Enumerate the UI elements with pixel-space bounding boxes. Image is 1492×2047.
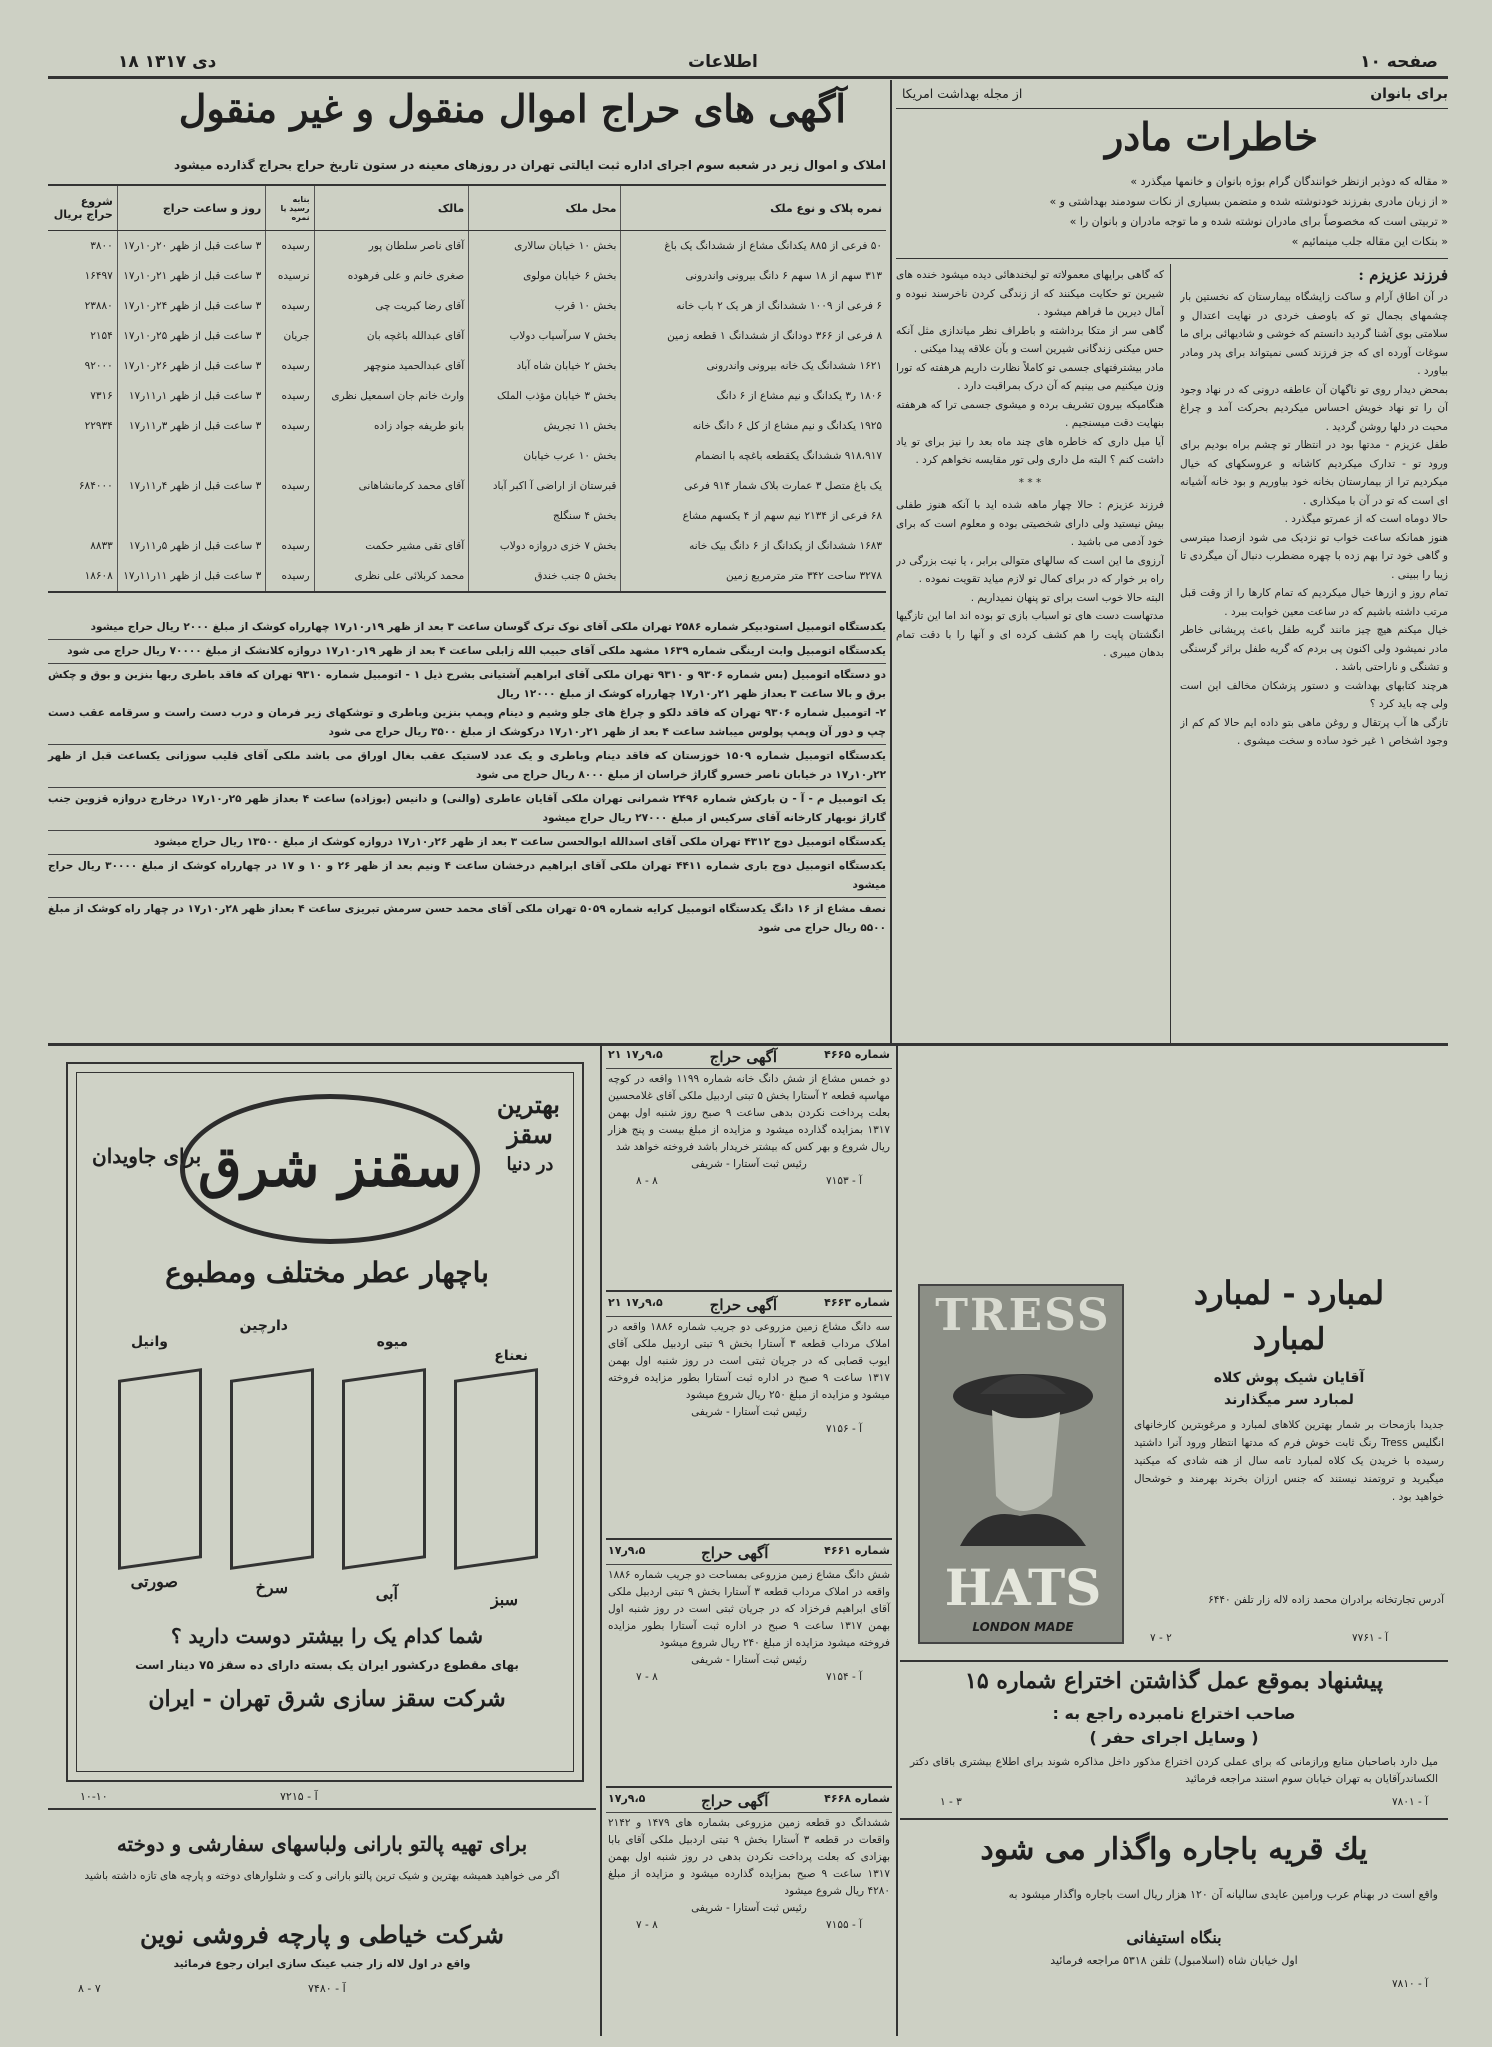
- issue-date: ۱۸ دی ۱۳۱۷: [118, 52, 217, 72]
- auction-note: ۲- اتومبیل شماره ۹۳۰۶ تهران که فاقد دلکو و چراغ های جلو وشیم و دینام وپمپ بنزین وباطری و توشکهای زیر فرمان و درب دست راست و سرقامه عقب دست چپ و دور آن وپمپ پولوس میباشد ساعت ۴ بعد از ظهر ۲۱ر۱۰ر۱۷ درکوشک از مبلغ ۳۵۰۰ ریال حراج می شود: [48, 704, 886, 745]
- auction-cell: جریان: [266, 321, 314, 351]
- haraj-notice: شماره ۴۶۶۵ آگهی حراج ۹،۵ر۱۷ ۲۱ دو خمس مشاع از شش دانگ خانه شماره ۱۱۹۹ واقعه در کوچه مهاسپه قطعه ۲ آستارا بخش ۵ تبتی اردبیل ملکی آقای غلامحسین بعلت پرداخت نکردن بدهی ساعت ۹ صبح روز شنبه اول بهمن ۱۳۱۷ بمزایده گذارده میشود و مزایده از مبلغ بیست و پنج هزار ریال شروع و بهر کس که بیشتر خریدار باشد فروخته خواهد شد رئیس ثبت آستارا - شریفی آ - ۷۱۵۳ ۸ - ۸: [606, 1046, 892, 1292]
- notice-signature: رئیس ثبت آستارا - شریفی: [691, 1158, 807, 1170]
- auction-cell: [117, 501, 265, 531]
- tailor-body: اگر می خواهید همیشه بهترین و شیک ترین پالتو بارانی و کت و شلوارهای دوخته و پارچه های تازه داشته باشید: [84, 1870, 560, 1882]
- auction-row: [48, 321, 886, 351]
- brand-name: سقنز شرق: [198, 1134, 462, 1200]
- mothers-memoirs-article: [896, 86, 1448, 1046]
- paragraph: حالا دوماه است که از عمرتو میگذرد .: [1284, 513, 1448, 525]
- lombard-hats-ad: [1130, 1274, 1448, 1654]
- auction-cell: ۳ ساعت قبل از ظهر ۲۶ر۱۰ر۱۷: [117, 351, 265, 381]
- masthead-rule: [48, 76, 1448, 79]
- lombard-title-2: لمبارد: [1252, 1322, 1326, 1357]
- auction-note: یک اتومبیل م - آ - ن بارکش شماره ۲۴۹۶ شمرانی تهران ملکی آقایان عاطری (والنی) و دانیس (بوزاده) ساعت ۴ بعداز ظهر ۲۵ر۱۰ر۱۷ درخارج دروازه قزوین جنب گاراژ نوبهار کارخانه آقای سرکیس از مبلغ ۲۷۰۰۰ ریال حراج میشود: [48, 788, 886, 831]
- best-gum-label: بهترین سقز در دنیا: [496, 1090, 560, 1175]
- auction-cell: بخش ۶ خیابان مولوی: [469, 261, 621, 291]
- flavor-label: وانیل: [131, 1334, 168, 1350]
- auction-notices: [48, 86, 886, 1041]
- auction-cell: بخش ۳ خیابان مؤذب الملک: [469, 381, 621, 411]
- ads-divider: [896, 1046, 898, 2036]
- notice-title: آگهی حراج: [701, 1792, 769, 1810]
- notice-signature: رئیس ثبت آستارا - شریفی: [691, 1406, 807, 1418]
- auction-note: یکدستگاه اتومبیل استودبیکر شماره ۲۵۸۶ تهران ملکی آقای نوک ترک گوسان ساعت ۳ بعد از ظهر ۱۹ر۱۰ر۱۷ چهارراه کوشک از مبلغ ۲۰۰۰ ریال حراج میشود: [48, 618, 886, 640]
- auction-row: [48, 261, 886, 291]
- auction-cell: بخش ۱۰ خیابان سالاری: [469, 231, 621, 262]
- paragraph: هنوز همانکه ساعت خواب تو نزدیک می شود ازصدا میترسی و گاهی خود ترا بهم زده با چهره مضطرب دنبال آن میگردی تا زیبا را ببینی .: [1180, 531, 1448, 581]
- auction-cell: صغری خانم و علی فرهوده: [314, 261, 469, 291]
- flavor-label: نعناع: [494, 1348, 528, 1364]
- notice-date: ۹،۵ر۱۷: [608, 1544, 646, 1557]
- auction-cell: رسیده: [266, 561, 314, 591]
- intro-line: « بنکات این مقاله جلب مینمائیم »: [1291, 235, 1448, 248]
- auction-cell: آقای محمد کرمانشاهانی: [314, 471, 469, 501]
- auction-cell: ۵۰ فرعی از ۸۸۵ یکدانگ مشاع از ششدانگ یک باغ: [621, 231, 886, 262]
- paragraph: مادر بیشترفتهای جسمی تو کاملاً نظارت داریم هرهفته که تورا وزن میکنیم می بینیم که آن درک بمراقبت دارد .: [896, 361, 1164, 392]
- ad-code: آ - ۷۲۱۵: [280, 1790, 318, 1803]
- notice-title: آگهی حراج: [709, 1296, 778, 1314]
- auction-row: [48, 231, 886, 262]
- auction-note: یکدستگاه اتومبیل شماره ۱۵۰۹ خوزستان که فاقد دینام وباطری و یک عدد لاستیک عقب بغال اوراق می باشد ملکی آقای قلیب سوزانی یکساعت قبل از ظهر ۲۲ر۱۰ر۱۷ در خیابان ناصر خسرو گاراژ خراسان از مبلغ ۸۰۰۰ ریال حراج می شود: [48, 745, 886, 788]
- haraj-notice: شماره ۴۶۶۱ آگهی حراج ۹،۵ر۱۷ شش دانگ مشاع زمین مزروعی بمساحت دو جریب شماره ۱۸۸۶ واقعه در املاک مرداب قطعه ۳ آستارا بخش ۹ تبتی اردبیل ملکی آقای ابراهیم فرخزاد که در جریان ثبتی است در روز شنبه اول بهمن ۱۳۱۷ ساعت ۹ صبح در اداره ثبت آستارا بطور مزایده فروخته میشود مزایده از مبلغ ۲۴۰ ریال شروع میشود رئیس ثبت آستارا - شریفی آ - ۷۱۵۴ ۸ - ۷: [606, 1542, 892, 1788]
- auction-cell: رسیده: [266, 411, 314, 441]
- notice-signature: رئیس ثبت آستارا - شریفی: [691, 1902, 807, 1914]
- lombard-address: آدرس تجارتخانه برادران محمد زاده لاله زار تلفن ۶۴۴۰: [1208, 1594, 1444, 1606]
- color-labels: سبز آبی سرخ صورتی: [130, 1572, 518, 1609]
- auction-cell: بخش ۷ خزی دروازه دولاب: [469, 531, 621, 561]
- village-address: اول خیابان شاه (اسلامبول) تلفن ۵۳۱۸ مراجعه فرمائید: [1050, 1954, 1298, 1967]
- auction-cell: رسیده: [266, 291, 314, 321]
- auction-cell: آقای عبدالله باغچه بان: [314, 321, 469, 351]
- auction-cell: ۲۲۹۳۴: [84, 420, 113, 432]
- auction-cell: ۸ فرعی از ۳۶۶ دودانگ از ششدانگ ۱ قطعه زمین: [621, 321, 886, 351]
- london-made-label: LONDON MADE: [972, 1620, 1074, 1634]
- paper-name: اطلاعات: [688, 52, 758, 72]
- auction-row: [48, 531, 886, 561]
- auction-cell: ۳ ساعت قبل از ظهر ۵ر۱۱ر۱۷: [117, 531, 265, 561]
- auction-cell: [48, 501, 117, 531]
- section-label: برای بانوان: [1370, 86, 1448, 102]
- auction-row: [48, 471, 886, 501]
- auction-cell: ۱۶۸۳ ششدانگ از یکدانگ از ۶ دانگ بیک خانه: [621, 531, 886, 561]
- patent-line2: ( وسایل اجرای حفر ): [1089, 1728, 1259, 1747]
- haraj-notice: شماره ۴۶۶۸ آگهی حراج ۹،۵ر۱۷ ششدانگ دو قطعه زمین مزروعی بشماره های ۱۴۷۹ و ۲۱۴۲ واقعات در قطعه ۳ آستارا بخش ۹ تبتی اردبیل ملکی آقای بابا بهزادی که بعلت پرداخت نکردن بدهی در روز شنبه اول بهمن ۱۳۱۷ ساعت ۹ صبح بمزایده گذارده میشود و مزایده از مبلغ ۴۲۸۰ ریال شروع میشود رئیس ثبت آستارا - شریفی آ - ۷۱۵۵ ۸ - ۷: [608, 1792, 891, 1931]
- auction-cell: بخش ۷ سرآسیاب دولاب: [469, 321, 621, 351]
- notice-date: ۹،۵ر۱۷: [608, 1792, 646, 1805]
- patent-line1: صاحب اختراع نامبرده راجع به :: [1052, 1704, 1296, 1723]
- greeting: فرزند عزیزم :: [1358, 266, 1448, 284]
- gum-packs: [118, 1318, 538, 1574]
- gum-pack: [118, 1368, 202, 1570]
- auction-cell: رسیده: [266, 531, 314, 561]
- company-name: شرکت سقز سازی شرق تهران - ایران: [148, 1686, 506, 1712]
- notice-title: آگهی حراج: [709, 1048, 778, 1066]
- tailor-company: شرکت خیاطی و پارچه فروشی نوین: [140, 1920, 504, 1949]
- auction-cell: ۱۶۲۱ ششدانگ یک خانه بیرونی واندرونی: [621, 351, 886, 381]
- notice-number: شماره ۴۶۶۵: [824, 1048, 890, 1061]
- auction-cell: بانو طریفه جواد زاده: [314, 411, 469, 441]
- auction-cell: ۶۸ فرعی از ۲۱۳۴ نیم سهم از ۴ یکسهم مشاع: [621, 501, 886, 531]
- paragraph: هرچند کتابهای بهداشت و دستور پزشکان مخالف این است ولی چه باید کرد ؟: [1180, 679, 1448, 710]
- tailor-address: واقع در اول لاله زار جنب عینک سازی ایران رجوع فرمائید: [173, 1958, 471, 1970]
- masthead: [48, 52, 1448, 78]
- paragraph: خیال میکنم هیچ چیز مانند گریه طفل باعث پریشانی خاطر مادر نمیشود ولی اکنون پی بردم که گریه طفل براثر گرسنگی و تشنگی و ناراحتی باشد .: [1180, 624, 1448, 673]
- intro-line: « از زبان مادری بفرزند خودنوشته شده و متضمن بسیاری از نکات سودمند بهداشتی و »: [1049, 195, 1448, 208]
- auction-row: [48, 441, 886, 471]
- shargh-gum-ad: [66, 1062, 584, 1782]
- paragraph: آرزوی ما این است که سالهای متوالی برابر ، یا نیت بزرگی در راه بر خوار که در برای کمال تو لازم میاید تقویت نموده .: [896, 554, 1164, 585]
- col-header: روز و ساعت حراج: [117, 186, 265, 231]
- patent-body: میل دارد باصاحبان منابع ورازمانی که برای عملی کردن اختراع مذکور داخل مذاکره شوند برای اطلاع بیشتری باقای دکتر الکساندرآقایان به تهران خیابان سوم استند مراجعه فرمائید: [910, 1756, 1438, 1785]
- auction-cell: ۱۹۲۵ یکدانگ و نیم مشاع از کل ۶ دانگ خانه: [621, 411, 886, 441]
- auction-row: [48, 291, 886, 321]
- col-header: مالک: [314, 186, 469, 231]
- auction-row: [48, 411, 886, 441]
- auction-cell: محمد کربلائی علی نظری: [314, 561, 469, 591]
- col-header: نمره پلاک و نوع ملک: [621, 186, 886, 231]
- village-title: یك قریه باجاره واگذار می شود: [980, 1832, 1368, 1867]
- question: شما کدام یک را بیشتر دوست دارید ؟: [170, 1624, 484, 1648]
- paragraph: مدتهاست دست های تو اسباب بازی تو بوده اند اما این تازگیها انگشتان پایت را هم کشف کرده ای و آنها را با دقت تمام بدهان میبری .: [896, 610, 1164, 659]
- auction-cell: آقای تقی مشیر حکمت: [314, 531, 469, 561]
- auction-cell: وارث خانم جان اسمعیل نظری: [314, 381, 469, 411]
- auction-cell: بخش ۱۱ تجریش: [469, 411, 621, 441]
- paragraph: گاهی سر از متکا برداشته و باطراف نظر میاندازی مثل آنکه حس میکنی زندگانی شیرین است و بآن علاقه پیدا میکنی .: [896, 324, 1164, 355]
- notice-date: ۹،۵ر۱۷ ۲۱: [608, 1048, 663, 1061]
- auction-row: [48, 381, 886, 411]
- auction-cell: بخش ۴ سنگلج: [469, 501, 621, 531]
- auction-cell: ۳۸۰۰: [90, 240, 113, 252]
- auction-cell: ۷۳۱۶: [90, 390, 113, 402]
- auction-cell: [314, 441, 469, 471]
- notice-body: شش دانگ مشاع زمین مزروعی بمساحت دو جریب شماره ۱۸۸۶ واقعه در املاک مرداب قطعه ۳ آستارا بخش ۹ تبتی اردبیل ملکی آقای ابراهیم فرخزاد که در جریان ثبتی است در روز شنبه اول بهمن ۱۳۱۷ ساعت ۹ صبح در اداره ثبت آستارا بطور مزایده فروخته میشود مزایده از مبلغ ۲۴۰ ریال شروع میشود: [608, 1569, 890, 1649]
- auction-cell: ۲۳۸۸۰: [84, 300, 113, 312]
- auction-cell: آقای ناصر سلطان پور: [314, 231, 469, 262]
- auction-cell: یک باغ متصل ۳ عمارت بلاک شمار ۹۱۴ فرعی: [621, 471, 886, 501]
- gum-pack: [454, 1368, 538, 1570]
- source-label: از مجله بهداشت امریکا: [902, 86, 1023, 101]
- auction-cell: ۳ ساعت قبل از ظهر ۴ر۱۱ر۱۷: [117, 471, 265, 501]
- ads-divider: [600, 1046, 602, 2036]
- notice-body: ششدانگ دو قطعه زمین مزروعی بشماره های ۱۴۷۹ و ۲۱۴۲ واقعات در قطعه ۳ آستارا بخش ۹ تبتی اردبیل ملکی آقای بابا بهزادی که بعلت پرداخت نکردن بدهی در روز شنبه اول بهمن ۱۳۱۷ ساعت ۹ صبح بمزایده گذارده میشود و مزایده از مبلغ ۴۲۸۰ ریال شروع میشود: [608, 1817, 891, 1897]
- small-auction-notices: [606, 1046, 892, 2036]
- patent-ad: [900, 1666, 1448, 1816]
- ad-code: آ - ۷۷۶۱: [1352, 1632, 1388, 1644]
- article-title: خاطرات مادر: [1104, 114, 1318, 159]
- article-intro: [896, 172, 1448, 252]
- notice-title: آگهی حراج: [701, 1544, 769, 1562]
- price-line: بهای مقطوع درکشور ایران یک بسته دارای ده سقز ۷۵ دینار است: [135, 1658, 519, 1672]
- forever-label: برای جاویدان: [92, 1144, 202, 1168]
- man-in-hat-illustration: [940, 1356, 1106, 1546]
- notice-signature: رئیس ثبت آستارا - شریفی: [691, 1654, 807, 1666]
- tress-logo: TRESS: [935, 1290, 1111, 1341]
- ad-date: ۳ - ۱: [940, 1796, 962, 1808]
- tailor-ad: [48, 1816, 596, 2036]
- auction-cell: بخش ۱۰ قرب: [469, 291, 621, 321]
- auction-cell: [266, 441, 314, 471]
- patent-title: پیشنهاد بموقع عمل گذاشتن اختراع شماره ۱۵: [965, 1668, 1383, 1694]
- paragraph: که گاهی برایهای معمولاته تو لبخندهائی دیده میشود خنده های شیرین تو حکایت میکنند که از زندگی کردن ناخرسند نبوده و آمال دیرین ما فراهم میشود .: [896, 269, 1164, 318]
- village-body: واقع است در بهنام عرب ورامین عایدی سالیانه آن ۱۲۰ هزار ریال است باجاره واگذار میشود به: [1008, 1888, 1438, 1901]
- notice-number: شماره ۴۶۶۱: [824, 1544, 890, 1557]
- auction-cell: [266, 501, 314, 531]
- ad-code: آ - ۷۸۱۰: [1392, 1978, 1428, 1990]
- auction-cell: ۳ ساعت قبل از ظهر ۲۵ر۱۰ر۱۷: [117, 321, 265, 351]
- auction-cell: ۳ ساعت قبل از ظهر ۲۰ر۱۰ر۱۷: [117, 231, 265, 262]
- auction-note: یکدستگاه اتومبیل وابت ارینگی شماره ۱۶۳۹ مشهد ملکی آقای حبیب الله زابلی ساعت ۴ بعد از ظهر ۱۹ر۱۰ر۱۷ دروازه کلانشک از مبلغ ۷۰۰۰۰ ریال حراج می شود: [48, 640, 886, 664]
- paragraph: آیا میل داری که خاطره های چند ماه بعد را نیز برای تو یاد داشت کنم ؟ البته مل داری ولی تور مقایسه نخواهم کرد .: [896, 435, 1164, 466]
- lombard-body: جدیدا بازمحات بر شمار بهترین کلاهای لمبارد و مرغوبترین کارخانهای انگلیس Tress رنگ ثابت خوش فرم که مدتها انتظار ورود آنرا داشتید رسیده با خریدن یک کلاه لمبارد تامه سال از هنه شادی که میکنید میگیرید و تروتمند نیستند که جنس ارزان بخرند بهرمند و خوشحال خواهید بود .: [1134, 1419, 1444, 1503]
- memoir-left-subcolumn: [896, 266, 1164, 1044]
- paragraph: طفل عزیزم - مدتها بود در انتظار تو چشم براه بودیم برای ورود تو - تدارک میکردیم کاشانه و عروسکهای که خیال میکردیم ترا از بیمارستان بخانه خود بیاوریم و بود خانه آشیانه ای است که تو در آن با میکذاری .: [1180, 439, 1448, 507]
- intro-line: « مقاله که دوذیر ازنظر خوانندگان گرام بوژه بانوان و خانمها میگذرد »: [1130, 175, 1448, 188]
- auction-cell: رسیده: [266, 351, 314, 381]
- lombard-title: لمبارد - لمبارد: [1193, 1274, 1385, 1312]
- tress-hats-picture: [918, 1284, 1124, 1644]
- auction-subtitle: املاک و اموال زیر در شعبه سوم اجرای اداره ثبت ایالتی تهران در روزهای معینه در ستون تاریخ حراج بحراج گذارده میشود: [174, 158, 886, 172]
- lombard-sub1: آقایان شیک پوش کلاه: [1213, 1370, 1365, 1386]
- village-agency: بنگاه استیفانی: [1126, 1928, 1222, 1947]
- auction-cell: ۲۱۵۴: [90, 330, 113, 342]
- auction-cell: ۶ فرعی از ۱۰۰۹ ششدانگ از هر یک ۲ باب خانه: [621, 291, 886, 321]
- auction-cell: قبرستان از اراضی آ اکبر آباد: [469, 471, 621, 501]
- paragraph: تمام روز و ازرها خیال میکردیم که تمام کارها را از وقت قبل مرتب داشته باشیم که در ساعت معین خوابت ببرد .: [1180, 587, 1448, 618]
- auction-cell: ۳ ساعت قبل از ظهر ۲۴ر۱۰ر۱۷: [117, 291, 265, 321]
- vehicle-auction-notes: [48, 618, 886, 938]
- four-flavors-line: باچهار عطر مختلف ومطبوع: [165, 1256, 489, 1289]
- auction-cell: ۶۸۴۰۰۰: [78, 480, 113, 492]
- auction-row: [48, 351, 886, 381]
- col-header: بنابه رسید یا نمره: [266, 186, 314, 231]
- auction-cell: بخش ۱۰ عرب خیابان: [469, 441, 621, 471]
- auction-cell: ۹۱۸،۹۱۷ ششدانگ یکقطعه باغچه با انضمام: [621, 441, 886, 471]
- notice-body: سه دانگ مشاع زمین مزروعی دو جریب شماره ۱۸۸۶ واقعه در املاک مرداب قطعه ۳ آستارا بخش ۹ تبتی اردبیل ملکی آقای ایوب قصابی که در جریان ثبتی است در روز شنبه اول بهمن ۱۳۱۷ ساعت ۹ صبح در اداره ثبت آستارا بطور مزایده فروخته میشود و مزایده از مبلغ ۲۵۰ ریال شروع میشود: [608, 1321, 890, 1401]
- memoir-subcolumn-divider: [1170, 264, 1171, 1044]
- notice-date: ۹،۵ر۱۷ ۲۱: [608, 1296, 663, 1309]
- auction-cell: ۱۸۰۶ ر۳ یکدانگ و نیم مشاع از ۶ دانگ: [621, 381, 886, 411]
- auction-cell: ۹۲۰۰۰: [84, 360, 113, 372]
- auction-row: [48, 501, 886, 531]
- auction-note: نصف مشاع از ۱۶ دانگ یکدستگاه اتومبیل کرایه شماره ۵۰۵۹ تهران ملکی آقای محمد حسن سرمش تبریزی ساعت ۴ بعداز ظهر ۲۸ر۱۰ر۱۷ در چهار راه کوشک از مبلغ ۵۵۰۰ ریال حراج می شود: [48, 903, 886, 934]
- village-lease-ad: [900, 1824, 1448, 2034]
- page-number: صفحه ۱۰: [1360, 52, 1438, 72]
- notice-number: شماره ۴۶۶۸: [824, 1792, 890, 1805]
- auction-cell: ۸۸۳۳: [90, 540, 113, 552]
- auction-cell: ۳ ساعت قبل از ظهر ۳ر۱۱ر۱۷: [117, 411, 265, 441]
- auction-note: یکدستگاه اتومبیل دوج ۴۳۱۲ تهران ملکی آقای اسدالله ابوالحسن ساعت ۳ بعد از ظهر ۲۶ر۱۰ر۱۷ دروازه کوشک از مبلغ ۱۳۵۰۰ ریال حراج میشود: [48, 831, 886, 855]
- gum-pack: [342, 1368, 426, 1570]
- paragraph: فرزند عزیزم : حالا چهار ماهه شده اید با آنکه هنوز طفلی بیش نیستید ولی دارای شخصیتی بوده و معلوم است که برای خود آدمی می باشید .: [896, 499, 1164, 548]
- auction-cell: ۱۶۴۹۷: [84, 270, 113, 282]
- paragraph: در آن اطاق آرام و ساکت زایشگاه بیمارستان که نخستین بار چشمهای بجمال تو که باوصف خردی در نهایت اعتدال و سلامتی بوی آشنا گردید دانستم که خوشی و شادیهائی برای ما سوغات آورده ای که جز فرزند کسی نمیتواند برای پدر ومادر بیاورد .: [1180, 291, 1448, 377]
- ad-date: ۷ - ۸: [78, 1982, 101, 1995]
- paragraph: بمحض دیدار روی تو ناگهان آن عاطفه درونی که در نهاد وجود آن را تو نهاد خویش احساس میکردیم بحرکت آمد و چراغ محبت در دلها روشن گردید .: [1180, 383, 1448, 433]
- auction-cell: ۳ ساعت قبل از ظهر ۱ر۱۱ر۱۷: [117, 381, 265, 411]
- notice-number: شماره ۴۶۶۳: [824, 1296, 890, 1309]
- auction-note: یکدستگاه اتومبیل دوج باری شماره ۴۴۱۱ تهران ملکی آقای ابراهیم درخشان ساعت ۴ ونیم بعد از ظهر ۲۶ و ۱۰ و ۱۷ در چهارراه کوشک از مبلغ ۳۰۰۰۰ ریال حراج میشود: [48, 855, 886, 898]
- auction-cell: ۳ ساعت قبل از ظهر ۲۱ر۱۰ر۱۷: [117, 261, 265, 291]
- auction-note: دو دستگاه اتومبیل (بس شماره ۹۳۰۶ و ۹۳۱۰ تهران ملکی آقای ابراهیم آشتیانی بشرح ذیل ۱ - اتومبیل شماره ۹۳۱۰ تهران که فاقد باطری ربها بنزین و بوق و چکش برق و بالا ساعت ۳ بعداز ظهر ۲۱ر۱۰ر۱۷ چهارراه کوشک از مبلغ ۱۲۰۰۰ ریال: [48, 669, 886, 700]
- auction-cell: [48, 441, 117, 471]
- ad-code: آ - ۷۸۰۱: [1392, 1796, 1428, 1808]
- lombard-sub2: لمبارد سر میگذارند: [1224, 1392, 1354, 1408]
- gum-pack: [230, 1368, 314, 1570]
- auction-title: آگهی های حراج اموال منقول و غیر منقول: [178, 86, 846, 131]
- col-header: شروع حراج بریال: [48, 186, 117, 231]
- notice-body: دو خمس مشاع از شش دانگ خانه شماره ۱۱۹۹ واقعه در کوچه مهاسپه قطعه ۲ آستارا بخش ۵ تبتی اردبیل ملکی آقای غلامحسین بعلت پرداخت نکردن بدهی ساعت ۹ صبح روز شنبه اول بهمن ۱۳۱۷ بمزایده گذارده میشود و مزایده از مبلغ بیست و پنج هزار ریال شروع و بهر کس که بیشتر خریدار باشد فروخته خواهد شد: [608, 1073, 890, 1153]
- auction-cell: آقای رضا کبریت چی: [314, 291, 469, 321]
- auction-cell: رسیده: [266, 471, 314, 501]
- separator-stars: * * *: [1018, 476, 1042, 489]
- paragraph: تازگی ها آب پرتقال و روغن ماهی بتو داده ایم حالا کم کم از وجود اشخاص ۱ غیر خود ساده و سخت میشوی .: [1180, 716, 1448, 747]
- tailor-title: برای تهیه پالتو بارانی ولباسهای سفارشی و دوخته: [116, 1832, 528, 1856]
- auction-table: [48, 184, 886, 593]
- intro-line: « تربیتی است که مخصوصاً برای مادران نوشته شده و ما توجه مادران و بانوان را »: [1069, 215, 1448, 228]
- auction-cell: ۳ ساعت قبل از ظهر ۱۱ر۱۱ر۱۷: [117, 561, 265, 591]
- auction-cell: ۳۱۳ سهم از ۱۸ سهم ۶ دانگ بیرونی واندرونی: [621, 261, 886, 291]
- flavor-label: میوه: [376, 1334, 408, 1350]
- auction-cell: رسیده: [266, 381, 314, 411]
- memoir-right-subcolumn: [1180, 266, 1448, 1044]
- auction-row: [48, 561, 886, 591]
- ad-code: آ - ۷۴۸۰: [308, 1982, 346, 1995]
- auction-cell: [314, 501, 469, 531]
- auction-cell: ۱۸۶۰۸: [84, 570, 113, 582]
- paragraph: البته حالا خوب است برای تو پنهان نمیداریم .: [970, 591, 1164, 604]
- haraj-notice: شماره ۴۶۶۳ آگهی حراج ۹،۵ر۱۷ ۲۱ سه دانگ مشاع زمین مزروعی دو جریب شماره ۱۸۸۶ واقعه در املاک مرداب قطعه ۳ آستارا بخش ۹ تبتی اردبیل ملکی آقای ایوب قصابی که در جریان ثبتی است در روز شنبه اول بهمن ۱۳۱۷ ساعت ۹ صبح در اداره ثبت آستارا بطور مزایده فروخته میشود و مزایده از مبلغ ۲۵۰ ریال شروع میشود رئیس ثبت آستارا - شریفی آ - ۷۱۵۶: [606, 1294, 892, 1540]
- hats-logo: HATS: [944, 1558, 1102, 1617]
- auction-cell: آقای عبدالحمید منوچهر: [314, 351, 469, 381]
- auction-cell: [117, 441, 265, 471]
- ad-date: ۱۰-۱۰: [80, 1790, 108, 1803]
- col-header: محل ملک: [469, 186, 621, 231]
- auction-cell: نرسیده: [266, 261, 314, 291]
- auction-cell: بخش ۲ خیابان شاه آباد: [469, 351, 621, 381]
- auction-cell: رسیده: [266, 231, 314, 262]
- flavor-label: دارچین: [239, 1318, 288, 1334]
- column-divider: [890, 80, 892, 1045]
- ad-date: ۲ - ۷: [1150, 1632, 1172, 1644]
- auction-cell: ۳۲۷۸ ساحت ۳۴۲ متر مترمربع زمین: [621, 561, 886, 591]
- paragraph: هنگامیکه بیرون تشریف برده و میشوی جسمی ترا که هرهفته بنهایت دقت میسنجیم .: [896, 398, 1164, 429]
- auction-cell: بخش ۵ جنب خندق: [469, 561, 621, 591]
